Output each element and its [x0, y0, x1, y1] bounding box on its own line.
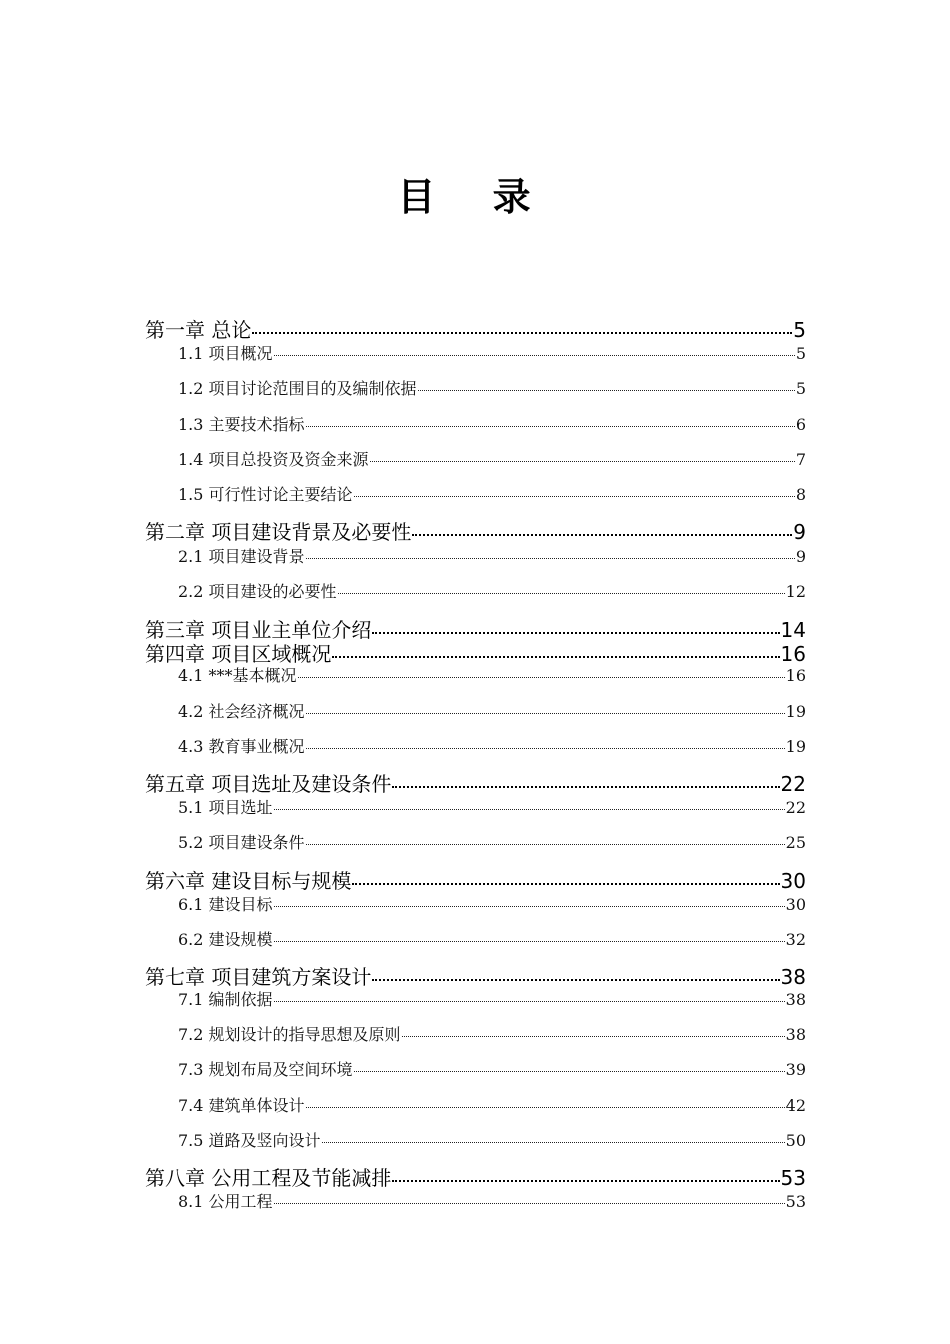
- toc-entry-label: 4.1 ***基本概况: [178, 666, 297, 685]
- toc-entry-label: 7.4 建筑单体设计: [178, 1096, 305, 1115]
- toc-dot-leader: [352, 883, 779, 885]
- toc-section-entry[interactable]: [178, 447, 806, 469]
- toc-dot-leader: [274, 1203, 785, 1204]
- toc-section-entry[interactable]: [178, 1022, 806, 1044]
- toc-page-number: 53: [785, 1192, 806, 1211]
- toc-entry-label: 第三章 项目业主单位介绍: [145, 618, 372, 642]
- toc-entry-label: 1.4 项目总投资及资金来源: [178, 450, 369, 469]
- toc-dot-leader: [392, 786, 779, 788]
- toc-entry-label: 4.3 教育事业概况: [178, 737, 305, 756]
- toc-dot-leader: [306, 426, 795, 427]
- toc-section-entry[interactable]: [178, 482, 806, 504]
- toc-page-number: 38: [780, 965, 806, 989]
- toc-entry-label: 2.1 项目建设背景: [178, 547, 305, 566]
- toc-page-number: 19: [785, 702, 806, 721]
- toc-page-number: 9: [793, 520, 806, 544]
- toc-entry-label: 8.1 公用工程: [178, 1192, 273, 1211]
- toc-page-number: 22: [785, 798, 806, 817]
- toc-entry-label: 2.2 项目建设的必要性: [178, 582, 337, 601]
- toc-entry-label: 1.2 项目讨论范围目的及编制依据: [178, 379, 417, 398]
- toc-page-number: 5: [795, 344, 806, 363]
- toc-page-number: 19: [785, 737, 806, 756]
- toc-entry-label: 第二章 项目建设背景及必要性: [145, 520, 412, 544]
- toc-chapter-entry[interactable]: [145, 1162, 806, 1188]
- toc-section-entry[interactable]: [178, 412, 806, 434]
- toc-dot-leader: [306, 713, 785, 714]
- toc-entry-label: 7.1 编制依据: [178, 990, 273, 1009]
- toc-dot-leader: [392, 1180, 779, 1182]
- toc-section-entry[interactable]: [178, 1128, 806, 1150]
- toc-entry-label: 4.2 社会经济概况: [178, 702, 305, 721]
- toc-chapter-entry[interactable]: [145, 614, 806, 640]
- toc-page-number: 9: [795, 547, 806, 566]
- toc-section-entry[interactable]: [178, 734, 806, 756]
- toc-entry-label: 5.2 项目建设条件: [178, 833, 305, 852]
- toc-entry-label: 第八章 公用工程及节能减排: [145, 1166, 392, 1190]
- toc-page-number: 12: [785, 582, 806, 601]
- toc-page-number: 38: [785, 990, 806, 1009]
- toc-entry-label: 6.2 建设规模: [178, 930, 273, 949]
- toc-page-number: 30: [785, 895, 806, 914]
- toc-entry-label: 第四章 项目区域概况: [145, 642, 332, 666]
- toc-section-entry[interactable]: [178, 579, 806, 601]
- toc-entry-label: 6.1 建设目标: [178, 895, 273, 914]
- toc-chapter-entry[interactable]: [145, 961, 806, 987]
- toc-page-number: 5: [795, 379, 806, 398]
- toc-entry-label: 7.3 规划布局及空间环境: [178, 1060, 353, 1079]
- toc-dot-leader: [322, 1142, 785, 1143]
- toc-section-entry[interactable]: [178, 341, 806, 363]
- toc-chapter-entry[interactable]: [145, 865, 806, 891]
- toc-page-number: 53: [780, 1166, 806, 1190]
- toc-dot-leader: [402, 1036, 785, 1037]
- toc-entry-label: 第六章 建设目标与规模: [145, 869, 352, 893]
- toc-entry-label: 第一章 总论: [145, 318, 252, 342]
- toc-page-number: 14: [780, 618, 806, 642]
- toc-page-number: 25: [785, 833, 806, 852]
- toc-page-number: 16: [780, 642, 806, 666]
- toc-dot-leader: [306, 748, 785, 749]
- toc-section-entry[interactable]: [178, 1189, 806, 1211]
- page-title: 目 录: [397, 175, 553, 219]
- toc-dot-leader: [332, 656, 779, 658]
- toc-page-number: 5: [793, 318, 806, 342]
- toc-dot-leader: [372, 632, 779, 634]
- toc-entry-label: 1.5 可行性讨论主要结论: [178, 485, 353, 504]
- toc-dot-leader: [372, 979, 779, 981]
- toc-page-number: 7: [795, 450, 806, 469]
- toc-page-number: 8: [795, 485, 806, 504]
- toc-section-entry[interactable]: [178, 1093, 806, 1115]
- toc-section-entry[interactable]: [178, 663, 806, 685]
- toc-section-entry[interactable]: [178, 830, 806, 852]
- toc-section-entry[interactable]: [178, 1057, 806, 1079]
- toc-page-number: 22: [780, 772, 806, 796]
- toc-chapter-entry[interactable]: [145, 314, 806, 340]
- toc-page-number: 6: [795, 415, 806, 434]
- toc-entry-label: 第七章 项目建筑方案设计: [145, 965, 372, 989]
- toc-page-number: 38: [785, 1025, 806, 1044]
- toc-page-number: 32: [785, 930, 806, 949]
- toc-section-entry[interactable]: [178, 795, 806, 817]
- toc-dot-leader: [370, 461, 795, 462]
- toc-page-number: 42: [785, 1096, 806, 1115]
- toc-dot-leader: [338, 593, 785, 594]
- toc-chapter-entry[interactable]: [145, 768, 806, 794]
- toc-entry-label: 第五章 项目选址及建设条件: [145, 772, 392, 796]
- toc-page-number: 16: [785, 666, 806, 685]
- toc-entry-label: 5.1 项目选址: [178, 798, 273, 817]
- toc-dot-leader: [298, 677, 785, 678]
- toc-dot-leader: [306, 844, 785, 845]
- toc-section-entry[interactable]: [178, 927, 806, 949]
- toc-section-entry[interactable]: [178, 699, 806, 721]
- toc-section-entry[interactable]: [178, 544, 806, 566]
- toc-dot-leader: [274, 906, 785, 907]
- toc-dot-leader: [274, 941, 785, 942]
- toc-chapter-entry[interactable]: [145, 638, 806, 664]
- toc-entry-label: 1.1 项目概况: [178, 344, 273, 363]
- toc-dot-leader: [306, 558, 795, 559]
- toc-dot-leader: [418, 390, 795, 391]
- toc-chapter-entry[interactable]: [145, 516, 806, 542]
- toc-page-number: 39: [785, 1060, 806, 1079]
- toc-dot-leader: [274, 809, 785, 810]
- toc-entry-label: 1.3 主要技术指标: [178, 415, 305, 434]
- toc-dot-leader: [274, 1001, 785, 1002]
- toc-section-entry[interactable]: [178, 376, 806, 398]
- toc-entry-label: 7.5 道路及竖向设计: [178, 1131, 321, 1150]
- toc-section-entry[interactable]: [178, 987, 806, 1009]
- toc-page-number: 50: [785, 1131, 806, 1150]
- toc-dot-leader: [412, 534, 792, 536]
- toc-dot-leader: [354, 1071, 785, 1072]
- toc-page-number: 30: [780, 869, 806, 893]
- toc-dot-leader: [274, 355, 795, 356]
- toc-dot-leader: [306, 1107, 785, 1108]
- toc-dot-leader: [354, 496, 795, 497]
- toc-section-entry[interactable]: [178, 892, 806, 914]
- toc-entry-label: 7.2 规划设计的指导思想及原则: [178, 1025, 401, 1044]
- toc-dot-leader: [252, 332, 792, 334]
